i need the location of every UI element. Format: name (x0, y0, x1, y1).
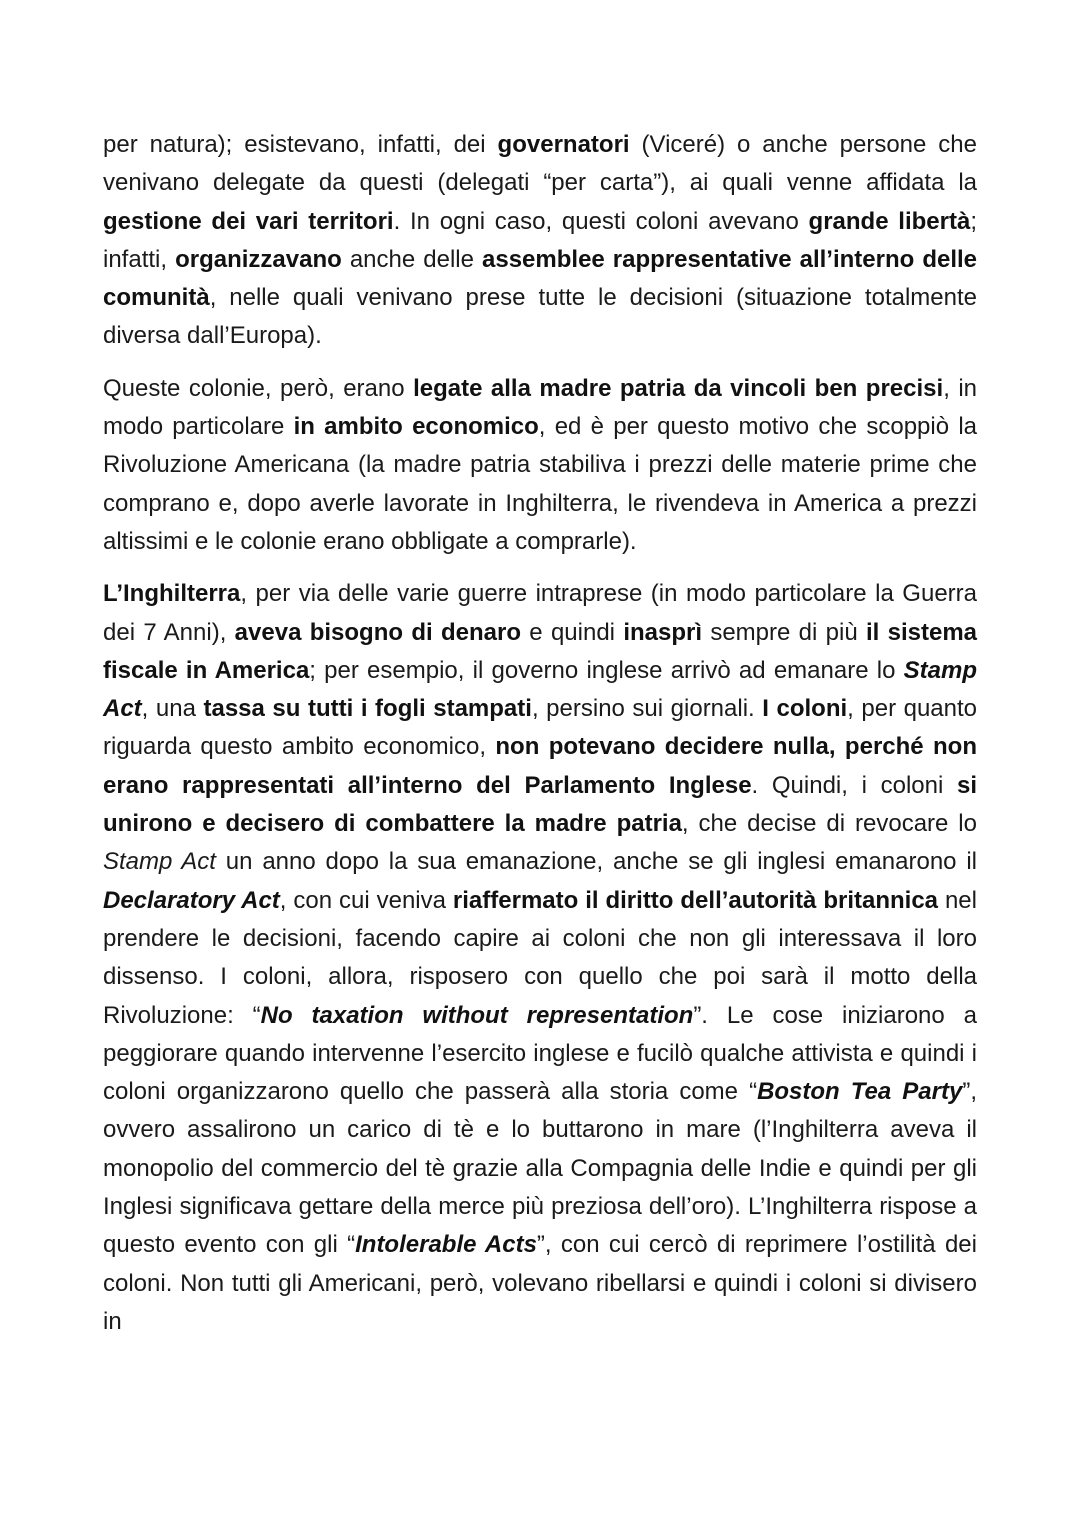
emphasis-wrapper (355, 1231, 537, 1258)
body-text: e quindi (521, 618, 624, 646)
document-body (103, 126, 977, 1355)
emphasis-bold-text: aveva bisogno di denaro (234, 618, 521, 646)
body-text: ; infatti, (103, 207, 977, 273)
emphasis-bold-text: L’Inghilterra (103, 580, 241, 608)
emphasis-bold-text: si unirono e decisero di combattere la madre patria (103, 771, 978, 838)
emphasis-bold-italic-text: Stamp Act (103, 656, 977, 723)
emphasis-bold-text: gestione dei vari territori (103, 207, 394, 235)
emphasis-bold-text: assemblee rappresentative all’interno delle comunità (103, 245, 978, 312)
emphasis-bold-italic-text: Boston Tea Party (757, 1078, 963, 1106)
emphasis-bold-text: in ambito economico (293, 413, 539, 441)
body-text: , una (141, 695, 204, 723)
body-text: anche delle (341, 245, 483, 273)
emphasis-bold-italic-text: Declaratory Act (103, 886, 280, 914)
paragraph-revolution-causes (103, 575, 977, 1341)
emphasis-bold-text: non potevano decidere nulla, perché non erano rappresentati all’interno del Parlamento Inglese (103, 733, 977, 799)
body-text: , per quanto riguarda questo ambito economico, (103, 695, 978, 761)
body-text: (Viceré) o anche persone che venivano delegate da questi (delegati “per carta”), ai quali venne affidata la (103, 131, 977, 197)
body-text: per natura); esistevano, infatti, dei (103, 131, 498, 158)
body-text: . In ogni caso, questi coloni avevano (393, 207, 809, 235)
body-text: . Quindi, i coloni (751, 771, 957, 799)
body-text: un anno dopo la sua emanazione, anche se gli inglesi emanarono il (215, 848, 977, 876)
emphasis-bold-text: tassa su tutti i fogli stampati (203, 695, 532, 723)
emphasis-wrapper (261, 1002, 694, 1029)
paragraph-colonial-governance (103, 126, 977, 356)
body-text: , nelle quali venivano prese tutte le decisioni (situazione totalmente diversa dall’Europa). (103, 284, 977, 350)
body-text: Queste colonie, però, erano (103, 374, 414, 402)
body-text: , per via delle varie guerre intraprese (in modo particolare la Guerra dei 7 Anni), (103, 580, 977, 646)
body-text: sempre di più (702, 618, 866, 646)
body-text: nel prendere le decisioni, facendo capire ai coloni che non gli interessava il loro dissenso. I coloni, allora, risposero con quello che poi sarà il motto della Rivoluzione: “ (103, 886, 977, 1029)
emphasis-bold-text: inasprì (623, 618, 703, 646)
emphasis-bold-italic-text: No taxation without representation (260, 1001, 694, 1029)
body-text: ; per esempio, il governo inglese arrivò ad emanare lo (309, 656, 904, 684)
body-text: ”, ovvero assalirono un carico di tè e lo buttarono in mare (l’Inghilterra aveva il monopolio del commercio del tè grazie alla Compagnia delle Indie e quindi per gli Inglesi significava gettare della merce più preziosa dell’oro). L’Inghilterra rispose a questo evento con gli “ (103, 1078, 977, 1259)
emphasis-bold-italic-text: Intolerable Acts (355, 1231, 537, 1259)
emphasis-italic-text: Stamp Act (103, 848, 216, 876)
emphasis-bold-text: grande libertà (808, 207, 971, 235)
emphasis-bold-text: governatori (497, 131, 630, 158)
body-text: , con cui veniva (279, 886, 453, 914)
body-text: ”, con cui cercò di reprimere l’ostilità dei coloni. Non tutti gli Americani, però, volevano ribellarsi e quindi i coloni si divisero in (103, 1231, 977, 1335)
emphasis-bold-text: riaffermato il diritto dell’autorità britannica (452, 886, 939, 914)
emphasis-bold-text: il sistema fiscale in America (103, 618, 978, 684)
emphasis-bold-text: organizzavano (175, 245, 342, 273)
body-text: , che decise di revocare lo (681, 810, 977, 838)
emphasis-bold-text: I coloni (762, 695, 848, 723)
emphasis-wrapper (103, 887, 280, 914)
emphasis-bold-text: legate alla madre patria da vincoli ben precisi (413, 374, 944, 402)
body-text: , in modo particolare (103, 374, 978, 441)
body-text: , ed è per questo motivo che scoppiò la Rivoluzione Americana (la madre patria stabiliva i prezzi delle materie prime che comprano e, dopo averle lavorate in Inghilterra, le rivendeva in America a prezzi altissimi e le colonie erano obbligate a comprarle). (103, 413, 977, 555)
body-text: ”. Le cose iniziarono a peggiorare quando intervenne l’esercito inglese e fucilò qualche attivista e quindi i coloni organizzarono quello che passerà alla storia come “ (103, 1001, 977, 1106)
paragraph-economic-ties (103, 370, 977, 561)
emphasis-wrapper (757, 1078, 962, 1105)
body-text: , persino sui giornali. (531, 695, 763, 723)
